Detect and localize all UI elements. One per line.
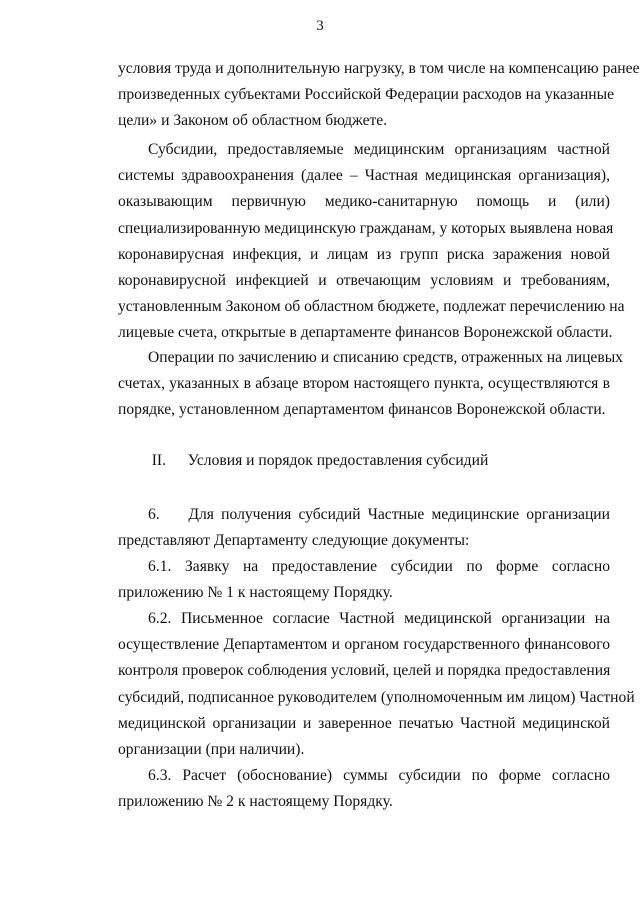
text-line: установленным Законом об областном бюджете, подлежат перечислению на (118, 298, 625, 316)
text-line: коронавирусной инфекцией и отвечающим условиям и требованиям, (118, 272, 610, 290)
text-line: системы здравоохранения (далее – Частная медицинская организация), (118, 167, 610, 185)
text-line: приложению № 2 к настоящему Порядку. (118, 793, 393, 811)
text-line: 6. Для получения субсидий Частные медицинские организации (148, 506, 610, 523)
text-line: порядке, установленном департаментом финансов Воронежской области. (118, 401, 606, 419)
section-number: II. (151, 452, 166, 469)
text-line: 6.3. Расчет (обоснование) суммы субсидии по форме согласно (148, 767, 610, 784)
text-line: контроля проверок соблюдения условий, целей и порядка предоставления (118, 662, 611, 680)
operations-paragraph (118, 345, 623, 424)
item-6-1 (118, 554, 610, 606)
text-line: счетах, указанных в абзаце втором настоящего пункта, осуществляются в (118, 375, 610, 393)
text-line: 6.1. Заявку на предоставление субсидии по форме согласно (148, 558, 610, 575)
text-line: коронавирусная инфекция, и лицам из групп риска заражения новой (118, 245, 610, 263)
text-line: 6.2. Письменное согласие Частной медицинской организации на (148, 610, 610, 627)
text-line: приложению № 1 к настоящему Порядку. (118, 584, 393, 602)
item-6-3 (118, 763, 610, 815)
intro-paragraph (118, 56, 640, 135)
section-heading (0, 448, 640, 474)
text-line: осуществление Департаментом и органом государственного финансового (118, 636, 610, 654)
text-line: представляют Департаменту следующие документы: (118, 532, 470, 550)
item-6-2 (118, 606, 635, 763)
page-number: 3 (316, 18, 324, 34)
text-line: условия труда и дополнительную нагрузку, в том числе на компенсацию ранее (118, 60, 640, 77)
section-title: Условия и порядок предоставления субсидий (187, 452, 489, 469)
text-line: произведенных субъектами Российской Федерации расходов на указанные (118, 86, 615, 104)
text-line: субсидий, подписанное руководителем (уполномоченным им лицом) Частной (118, 688, 635, 706)
text-line: оказывающим первичную медико-санитарную помощь и (или) (118, 193, 610, 211)
text-line: медицинской организации и заверенное печатью Частной медицинской (118, 714, 610, 732)
text-line: Операции по зачислению и списанию средств, отраженных на лицевых (148, 349, 623, 366)
text-line: цели» и Законом об областном бюджете. (118, 112, 388, 130)
text-line: организации (при наличии). (118, 741, 305, 759)
text-line: лицевые счета, открытые в департаменте финансов Воронежской области. (118, 324, 613, 342)
subsidies-paragraph (118, 137, 625, 347)
item-6 (118, 502, 610, 554)
text-line: Субсидии, предоставляемые медицинским организациям частной (148, 141, 610, 158)
text-line: специализированную медицинскую гражданам, у которых выявлена новая (118, 219, 614, 237)
